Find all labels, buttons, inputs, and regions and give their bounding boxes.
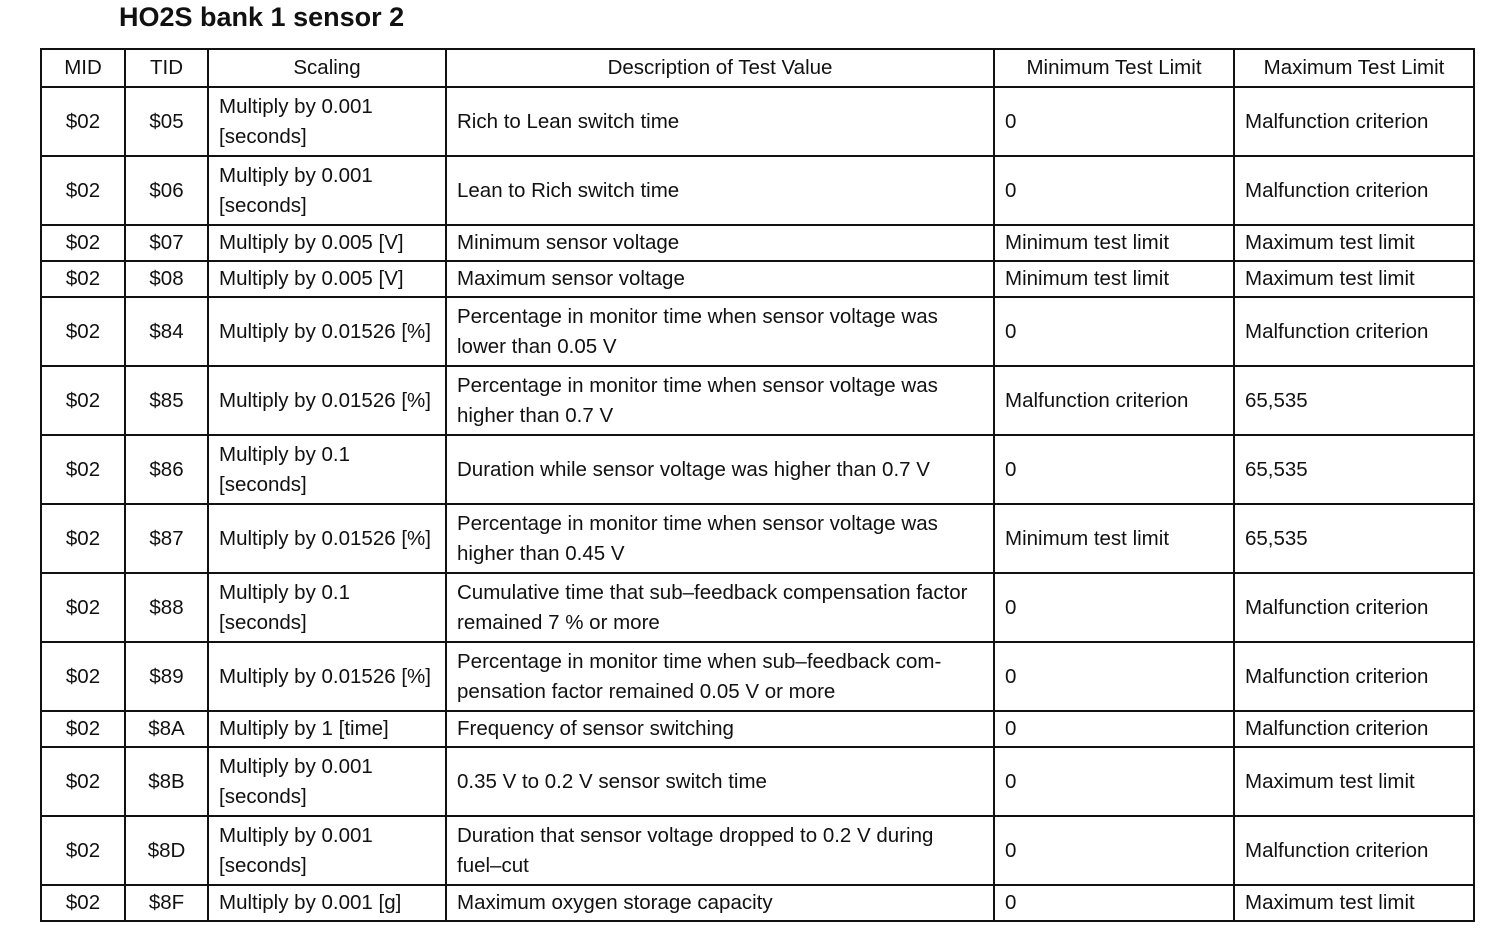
minimum-limit-cell: 0 xyxy=(994,816,1234,885)
description-cell: Maximum sensor voltage xyxy=(446,261,994,297)
tid-cell: $86 xyxy=(125,435,208,504)
maximum-limit-cell: Malfunction criterion xyxy=(1234,642,1474,711)
tid-cell: $85 xyxy=(125,366,208,435)
column-header-scaling: Scaling xyxy=(208,49,446,87)
maximum-limit-cell: Malfunction criterion xyxy=(1234,297,1474,366)
tid-cell: $84 xyxy=(125,297,208,366)
table-row xyxy=(41,885,1474,921)
mid-cell: $02 xyxy=(41,885,125,921)
scaling-cell: Multiply by 0.001 [seconds] xyxy=(208,747,446,816)
column-header-maximum: Maximum Test Limit xyxy=(1234,49,1474,87)
minimum-limit-cell: 0 xyxy=(994,885,1234,921)
table-row xyxy=(41,711,1474,747)
description-cell: Percentage in monitor time when sensor voltage was higher than 0.45 V xyxy=(446,504,994,573)
scaling-cell: Multiply by 0.1 [seconds] xyxy=(208,573,446,642)
mid-cell: $02 xyxy=(41,816,125,885)
maximum-limit-cell: Malfunction criterion xyxy=(1234,156,1474,225)
description-cell: Percentage in monitor time when sensor voltage was lower than 0.05 V xyxy=(446,297,994,366)
tid-cell: $8F xyxy=(125,885,208,921)
mid-cell: $02 xyxy=(41,504,125,573)
minimum-limit-cell: 0 xyxy=(994,87,1234,156)
description-cell: Percentage in monitor time when sensor voltage was higher than 0.7 V xyxy=(446,366,994,435)
description-cell: Percentage in monitor time when sub–feedback com-pensation factor remained 0.05 V or more xyxy=(446,642,994,711)
mid-cell: $02 xyxy=(41,87,125,156)
tid-cell: $05 xyxy=(125,87,208,156)
table-row xyxy=(41,504,1474,573)
table-row xyxy=(41,87,1474,156)
minimum-limit-cell: 0 xyxy=(994,642,1234,711)
mid-cell: $02 xyxy=(41,225,125,261)
table-row xyxy=(41,642,1474,711)
scaling-cell: Multiply by 0.01526 [%] xyxy=(208,642,446,711)
mid-cell: $02 xyxy=(41,366,125,435)
description-cell: 0.35 V to 0.2 V sensor switch time xyxy=(446,747,994,816)
tid-cell: $87 xyxy=(125,504,208,573)
scaling-cell: Multiply by 1 [time] xyxy=(208,711,446,747)
maximum-limit-cell: Maximum test limit xyxy=(1234,261,1474,297)
mid-cell: $02 xyxy=(41,573,125,642)
maximum-limit-cell: Malfunction criterion xyxy=(1234,87,1474,156)
minimum-limit-cell: Minimum test limit xyxy=(994,261,1234,297)
column-header-tid: TID xyxy=(125,49,208,87)
description-cell: Maximum oxygen storage capacity xyxy=(446,885,994,921)
test-limits-table xyxy=(40,48,1475,922)
mid-cell: $02 xyxy=(41,156,125,225)
description-cell: Minimum sensor voltage xyxy=(446,225,994,261)
minimum-limit-cell: 0 xyxy=(994,156,1234,225)
maximum-limit-cell: Maximum test limit xyxy=(1234,225,1474,261)
column-header-description: Description of Test Value xyxy=(446,49,994,87)
maximum-limit-cell: 65,535 xyxy=(1234,435,1474,504)
description-cell: Frequency of sensor switching xyxy=(446,711,994,747)
description-cell: Cumulative time that sub–feedback compensation factor remained 7 % or more xyxy=(446,573,994,642)
table-row xyxy=(41,816,1474,885)
table-row xyxy=(41,156,1474,225)
tid-cell: $89 xyxy=(125,642,208,711)
table-row xyxy=(41,366,1474,435)
mid-cell: $02 xyxy=(41,642,125,711)
scaling-cell: Multiply by 0.001 [seconds] xyxy=(208,156,446,225)
mid-cell: $02 xyxy=(41,711,125,747)
column-header-mid: MID xyxy=(41,49,125,87)
scaling-cell: Multiply by 0.01526 [%] xyxy=(208,297,446,366)
scaling-cell: Multiply by 0.005 [V] xyxy=(208,225,446,261)
table-row xyxy=(41,747,1474,816)
tid-cell: $8B xyxy=(125,747,208,816)
maximum-limit-cell: Maximum test limit xyxy=(1234,885,1474,921)
maximum-limit-cell: 65,535 xyxy=(1234,504,1474,573)
page-title: HO2S bank 1 sensor 2 xyxy=(119,2,405,32)
maximum-limit-cell: Malfunction criterion xyxy=(1234,711,1474,747)
table-row xyxy=(41,573,1474,642)
scaling-cell: Multiply by 0.001 [seconds] xyxy=(208,87,446,156)
minimum-limit-cell: 0 xyxy=(994,297,1234,366)
description-cell: Rich to Lean switch time xyxy=(446,87,994,156)
mid-cell: $02 xyxy=(41,747,125,816)
maximum-limit-cell: Maximum test limit xyxy=(1234,747,1474,816)
mid-cell: $02 xyxy=(41,261,125,297)
tid-cell: $8D xyxy=(125,816,208,885)
description-cell: Lean to Rich switch time xyxy=(446,156,994,225)
scaling-cell: Multiply by 0.01526 [%] xyxy=(208,366,446,435)
scaling-cell: Multiply by 0.1 [seconds] xyxy=(208,435,446,504)
tid-cell: $88 xyxy=(125,573,208,642)
table-row xyxy=(41,297,1474,366)
minimum-limit-cell: Minimum test limit xyxy=(994,225,1234,261)
maximum-limit-cell: Malfunction criterion xyxy=(1234,573,1474,642)
header-row xyxy=(41,49,1474,87)
scaling-cell: Multiply by 0.001 [seconds] xyxy=(208,816,446,885)
tid-cell: $8A xyxy=(125,711,208,747)
table-row xyxy=(41,261,1474,297)
tid-cell: $07 xyxy=(125,225,208,261)
minimum-limit-cell: Minimum test limit xyxy=(994,504,1234,573)
table-row xyxy=(41,225,1474,261)
mid-cell: $02 xyxy=(41,435,125,504)
minimum-limit-cell: 0 xyxy=(994,711,1234,747)
description-cell: Duration that sensor voltage dropped to 0.2 V during fuel–cut xyxy=(446,816,994,885)
tid-cell: $06 xyxy=(125,156,208,225)
description-cell: Duration while sensor voltage was higher than 0.7 V xyxy=(446,435,994,504)
mid-cell: $02 xyxy=(41,297,125,366)
maximum-limit-cell: Malfunction criterion xyxy=(1234,816,1474,885)
table-row xyxy=(41,435,1474,504)
minimum-limit-cell: 0 xyxy=(994,435,1234,504)
minimum-limit-cell: 0 xyxy=(994,747,1234,816)
scaling-cell: Multiply by 0.005 [V] xyxy=(208,261,446,297)
minimum-limit-cell: 0 xyxy=(994,573,1234,642)
scaling-cell: Multiply by 0.01526 [%] xyxy=(208,504,446,573)
column-header-minimum: Minimum Test Limit xyxy=(994,49,1234,87)
scaling-cell: Multiply by 0.001 [g] xyxy=(208,885,446,921)
tid-cell: $08 xyxy=(125,261,208,297)
minimum-limit-cell: Malfunction criterion xyxy=(994,366,1234,435)
maximum-limit-cell: 65,535 xyxy=(1234,366,1474,435)
table-body xyxy=(41,87,1474,921)
